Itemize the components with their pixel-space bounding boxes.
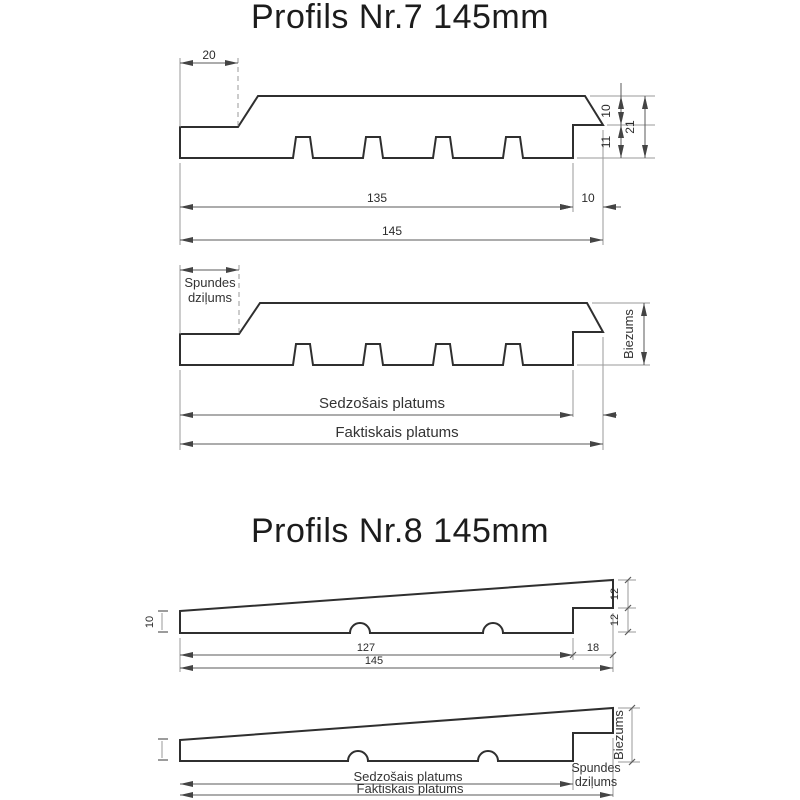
label-covering-width-8: Sedzošais platums [353,769,463,784]
profile7-dimension-lines [180,63,645,240]
profile7-title: Profils Nr.7 145mm [250,0,550,36]
label-thickness-8: Biezums [611,710,626,760]
profile8-title: Profils Nr.8 145mm [250,512,550,550]
dim-left-thickness: 10 [144,615,156,629]
profile8-extension-lines [158,580,636,672]
dim-rabbet-width: 10 [581,191,595,205]
dim-covering-width-8: 127 [356,642,376,654]
label-tongue-line2: dziļums [187,290,233,305]
dim-top-bevel: 10 [599,104,613,118]
dim-rabbet-width-8: 18 [586,642,600,654]
profile7-outline-labeled [180,303,603,365]
dim-full-width: 145 [381,224,403,238]
label-full-width: Faktiskais platums [335,424,459,441]
label-tongue-line2-8: dziļums [574,775,618,789]
dim-rabbet-height: 11 [599,135,613,149]
profile8-outline-labeled [180,708,613,761]
dim-covering-width: 135 [366,191,388,205]
dim-total-thickness: 21 [623,120,637,134]
profile7-labeled-drawing [140,255,660,455]
label-tongue-line1: Spundes [184,275,236,290]
label-full-width-8: Faktiskais platums [356,781,464,796]
profile7-labeled-dimension-lines [180,270,644,444]
dim-full-width-8: 145 [364,655,384,667]
label-covering-width: Sedzošais platums [319,395,445,412]
label-tongue-line1-8: Spundes [571,761,621,775]
profile7-extension-lines [180,58,655,245]
profile7-labeled-extension-lines [180,265,650,450]
label-thickness: Biezums [621,309,636,359]
profile8-dimension-lines [180,577,631,668]
dim-right-upper: 12 [609,587,621,601]
profile8-labeled-drawing [140,700,660,800]
dim-right-lower: 12 [609,613,621,627]
dim-tongue-depth: 20 [202,48,216,62]
profile7-outline [180,96,603,158]
profile8-outline [180,580,613,633]
profile8-dimensioned-drawing [140,572,660,684]
profile7-dimensioned-drawing [140,45,660,255]
